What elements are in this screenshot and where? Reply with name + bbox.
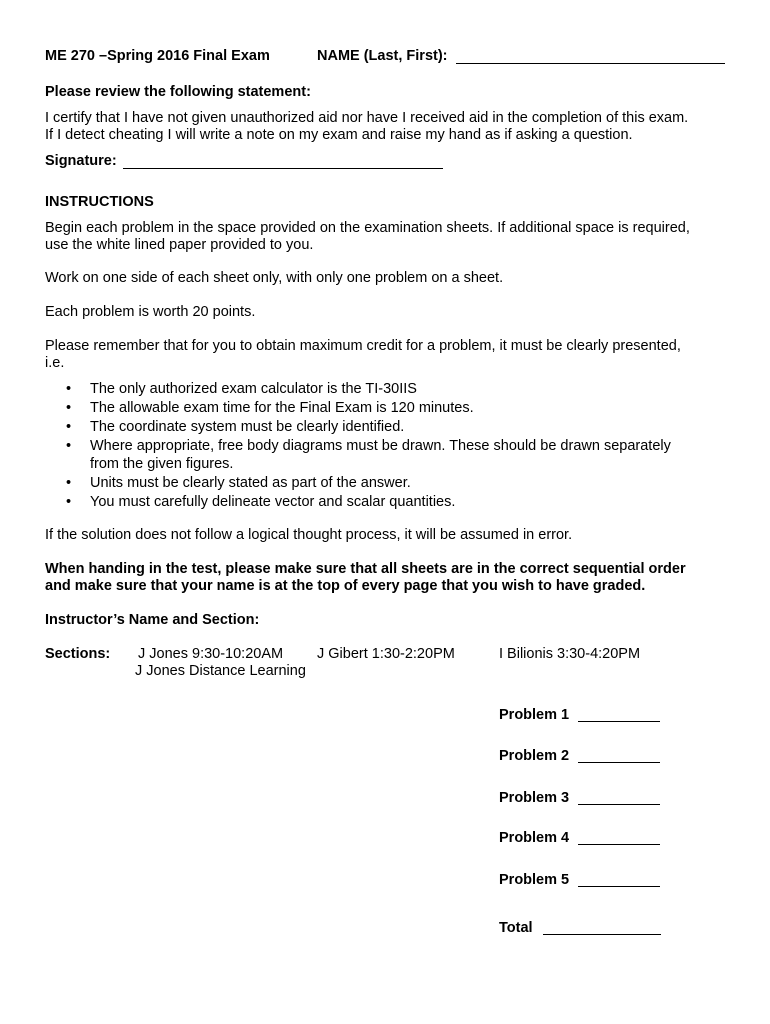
- bullet-4-continued: from the given figures.: [90, 456, 234, 472]
- instructions-p2: Work on one side of each sheet only, with only one problem on a sheet.: [45, 270, 504, 286]
- exam-title: ME 270 –Spring 2016 Final Exam: [45, 48, 270, 64]
- signature-label: Signature:: [45, 153, 117, 169]
- section-bilionis: I Bilionis 3:30-4:20PM: [499, 646, 641, 662]
- section-gibert: J Gibert 1:30-2:20PM: [317, 646, 455, 662]
- statement-line-2: If I detect cheating I will write a note on my exam and raise my hand as if asking a question.: [45, 127, 633, 143]
- statement-line-1: I certify that I have not given unauthorized aid nor have I received aid in the completion of this exam.: [45, 110, 689, 126]
- instructions-heading: INSTRUCTIONS: [45, 194, 154, 210]
- instructions-p4-line1: Please remember that for you to obtain maximum credit for a problem, it must be clearly presented,: [45, 338, 681, 354]
- problem-3-score-field[interactable]: [578, 804, 660, 805]
- problem-3-label: Problem 3: [499, 790, 570, 806]
- section-jones-distance: J Jones Distance Learning: [135, 663, 306, 679]
- bullet-dot: •: [66, 400, 72, 416]
- instructions-p1-line2: use the white lined paper provided to you.: [45, 237, 314, 253]
- bullet-text: Where appropriate, free body diagrams must be drawn. These should be drawn separately: [90, 438, 671, 454]
- total-label: Total: [499, 920, 533, 936]
- name-label: NAME (Last, First):: [317, 48, 448, 64]
- handin-line-1: When handing in the test, please make sure that all sheets are in the correct sequential order: [45, 561, 686, 577]
- bullet-dot: •: [66, 438, 72, 454]
- problem-1-label: Problem 1: [499, 707, 570, 723]
- problem-4-score-field[interactable]: [578, 844, 660, 845]
- bullet-dot: •: [66, 494, 72, 510]
- instructions-p1-line1: Begin each problem in the space provided on the examination sheets. If additional space is required,: [45, 220, 690, 236]
- bullet-dot: •: [66, 475, 72, 491]
- problem-1-score-field[interactable]: [578, 721, 660, 722]
- section-jones: J Jones 9:30-10:20AM: [138, 646, 284, 662]
- bullet-text: The coordinate system must be clearly identified.: [90, 419, 405, 435]
- name-field[interactable]: [456, 63, 725, 64]
- bullet-text: You must carefully delineate vector and scalar quantities.: [90, 494, 456, 510]
- problem-5-score-field[interactable]: [578, 886, 660, 887]
- bullet-1: [66, 381, 417, 398]
- problem-2-label: Problem 2: [499, 748, 570, 764]
- problem-4-label: Problem 4: [499, 830, 570, 846]
- total-score-field[interactable]: [543, 934, 661, 935]
- instructions-p5: If the solution does not follow a logical thought process, it will be assumed in error.: [45, 527, 573, 543]
- sections-label: Sections:: [45, 646, 111, 662]
- bullet-2: [66, 400, 474, 417]
- instructions-p3: Each problem is worth 20 points.: [45, 304, 256, 320]
- bullet-text: The allowable exam time for the Final Exam is 120 minutes.: [90, 400, 474, 416]
- instructions-p4-line2: i.e.: [45, 355, 65, 371]
- bullet-dot: •: [66, 381, 72, 397]
- instructor-heading: Instructor’s Name and Section:: [45, 612, 260, 628]
- bullet-text: Units must be clearly stated as part of the answer.: [90, 475, 411, 491]
- handin-line-2: and make sure that your name is at the top of every page that you wish to have graded.: [45, 578, 646, 594]
- statement-heading: Please review the following statement:: [45, 84, 311, 100]
- bullet-3: [66, 419, 405, 436]
- problem-2-score-field[interactable]: [578, 762, 660, 763]
- bullet-text: The only authorized exam calculator is the TI-30IIS: [90, 381, 417, 397]
- signature-field[interactable]: [123, 168, 443, 169]
- bullet-5: [66, 475, 411, 492]
- bullet-4: [66, 438, 671, 455]
- bullet-dot: •: [66, 419, 72, 435]
- bullet-6: [66, 494, 456, 511]
- problem-5-label: Problem 5: [499, 872, 570, 888]
